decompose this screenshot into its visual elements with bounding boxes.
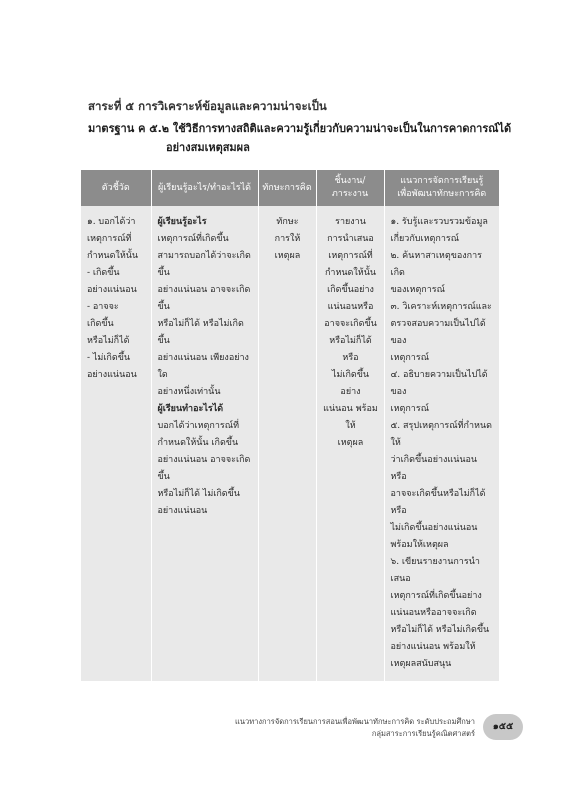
table-header-row	[81, 170, 499, 206]
cell-learning	[151, 206, 258, 681]
learn-body-2: บอกได้ว่าเหตุการณ์ที่ กำหนดให้นั้น เกิดขึ้น อย่างแน่นอน อาจจะเกิดขึ้น หรือไม่ก็ได้ ไม่เกิดขึ้น อย่างแน่นอน	[157, 421, 251, 516]
table-row	[81, 206, 499, 681]
header-thinking-skill: ทักษะการคิด	[258, 170, 316, 206]
standard-line-1: มาตรฐาน ค ๕.๒ ใช้วิธีการทางสถิติและความรู้เกี่ยวกับความน่าจะเป็นในการคาดการณ์ได้	[88, 122, 512, 135]
standard-line-2: อย่างสมเหตุสมผล	[166, 141, 250, 154]
curriculum-table	[81, 170, 499, 681]
header-task: ชิ้นงาน/ ภาระงาน	[316, 170, 384, 206]
header-indicator: ตัวชี้วัด	[81, 170, 151, 206]
header-learning: ผู้เรียนรู้อะไร/ทำอะไรได้	[151, 170, 258, 206]
page-number-badge: ๑๕๕	[483, 714, 523, 740]
footer-line-2: กลุ่มสาระการเรียนรู้คณิตศาสตร์	[371, 729, 475, 738]
cell-approach: ๑. รับรู้และรวบรวมข้อมูล เกี่ยวกับเหตุการณ์ ๒. ค้นหาสาเหตุของการเกิด ของเหตุการณ์ ๓. วิเคราะห์เหตุการณ์และ ตรวจสอบความเป็นไปได้ของ เหตุการณ์ ๔. อธิบายความเป็นไปได้ของ เหตุการณ์ ๕. สรุปเหตุการณ์ที่กำหนดให้ ว่าเกิดขึ้นอย่างแน่นอน หรือ อาจจะเกิดขึ้นหรือไม่ก็ได้ หรือ ไม่เกิดขึ้นอย่างแน่นอน พร้อมให้เหตุผล ๖. เขียนรายงานการนำเสนอ เหตุการณ์ที่เกิดขึ้นอย่าง แน่นอนหรืออาจจะเกิด หรือไม่ก็ได้ หรือไม่เกิดขึ้น อย่างแน่นอน พร้อมให้ เหตุผลสนับสนุน	[384, 206, 499, 681]
footer-caption	[235, 716, 475, 740]
header-approach: แนวการจัดการเรียนรู้ เพื่อพัฒนาทักษะการคิด	[384, 170, 499, 206]
footer-line-1: แนวทางการจัดการเรียนการสอนเพื่อพัฒนาทักษะการคิด ระดับประถมศึกษา	[235, 717, 475, 726]
standard-heading	[88, 119, 512, 157]
unit-title: สาระที่ ๕ การวิเคราะห์ข้อมูลและความน่าจะเป็น	[88, 99, 327, 113]
learn-heading-1: ผู้เรียนรู้อะไร	[157, 217, 207, 227]
cell-indicator: ๑. บอกได้ว่า เหตุการณ์ที่ กำหนดให้นั้น - เกิดขึ้น อย่างแน่นอน - อาจจะ เกิดขึ้น หรือไม่ก็ได้ - ไม่เกิดขึ้น อย่างแน่นอน	[81, 206, 151, 681]
cell-skill: ทักษะ การให้เหตุผล	[258, 206, 316, 681]
cell-task: รายงาน การนำเสนอ เหตุการณ์ที่ กำหนดให้นั้น เกิดขึ้นอย่าง แน่นอนหรือ อาจจะเกิดขึ้น หรือไม่ก็ได้หรือ ไม่เกิดขึ้นอย่าง แน่นอน พร้อมให้ เหตุผล	[316, 206, 384, 681]
learn-heading-2: ผู้เรียนทำอะไรได้	[157, 404, 224, 414]
learn-body-1: เหตุการณ์ที่เกิดขึ้น สามารถบอกได้ว่าจะเกิดขึ้น อย่างแน่นอน อาจจะเกิดขึ้น หรือไม่ก็ได้ หรือไม่เกิดขึ้น อย่างแน่นอน เพียงอย่างใด อย่างหนึ่งเท่านั้น	[157, 234, 251, 397]
